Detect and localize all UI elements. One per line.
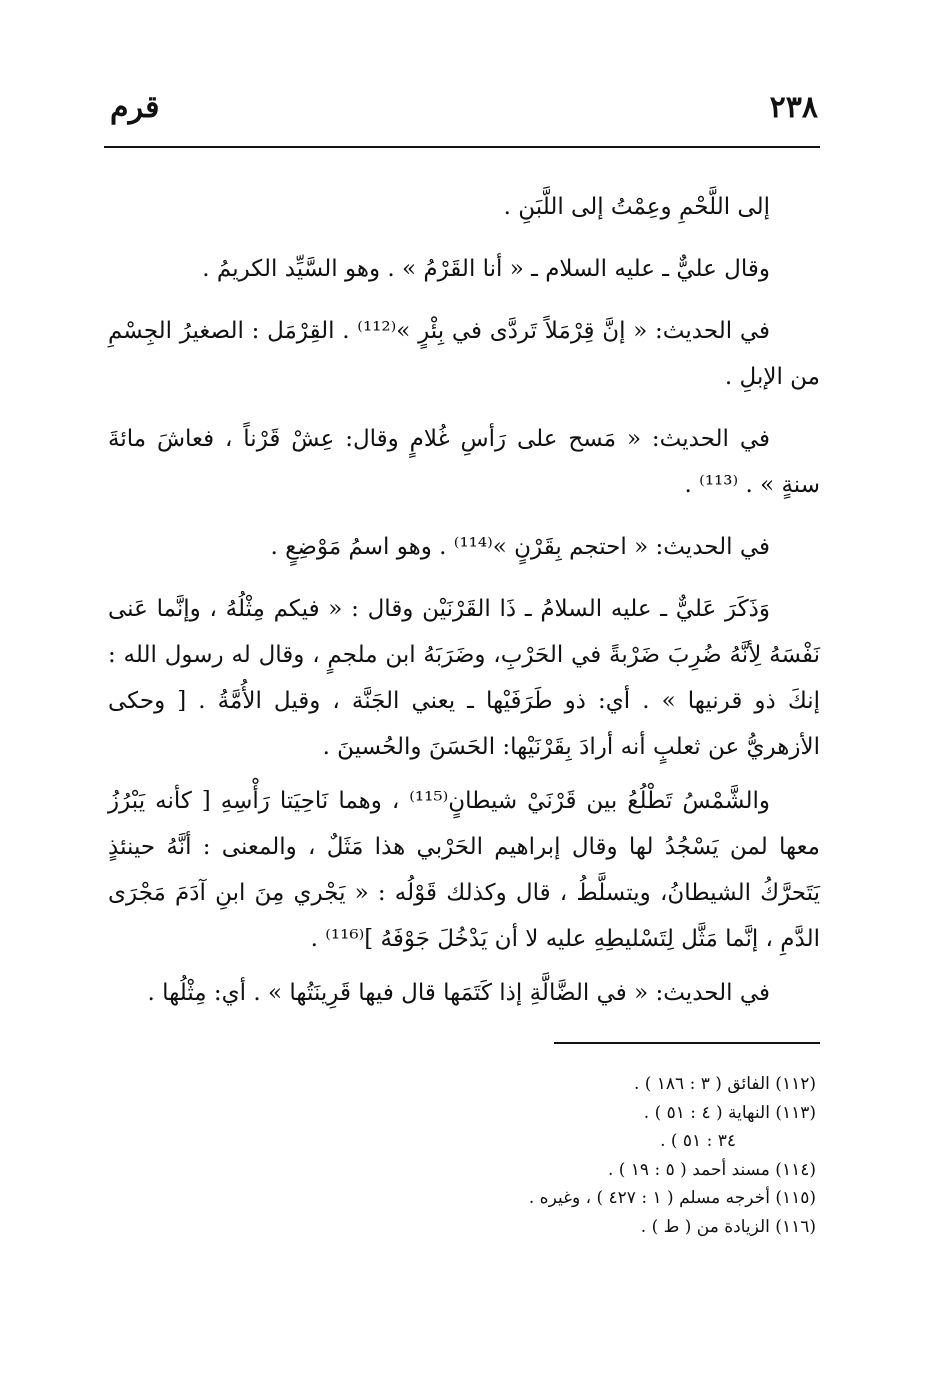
footnote: (١١٥) أخرجه مسلم ( ١ : ٤٢٧ ) ، وغيره . [528,1188,816,1208]
footnote: (١١٦) الزيادة من ( ط ) . [640,1216,816,1237]
paragraph: وَذَكَرَ عَليٌّ ـ عليه السلامُ ـ ذَا القَرْنَيْن وقال : « فيكم مِثْلُهُ ، وإنَّما عَنى نَفْسَهُ لِأنَّهُ ضُرِبَ ضَرْبةً في الحَرْبِ، وضَرَبَهُ ابن ملجمٍ ، وقال له رسول الله : إنكَ ذو قرنيها » . أي: ذو طَرَفَيْها ـ يعني الجَنَّة ، وقيل الأُمَّةُ . [ وحكى الأزهريُّ عن ثعلبٍ أنه أرادَ بِقَرْنَيْها: الحَسَنَ والحُسينَ . [108,596,820,760]
page-header [108,88,820,136]
page-number: ٢٣٨ [769,90,818,125]
paragraph: والشَّمْسُ تَطْلُعُ بين قَرْنَيْ شيطانٍ⁽¹¹⁵⁾ ، وهما نَاحِيَتا رَأْسِهِ [ كأنه يَبْرُزُ معها لمن يَسْجُدُ لها وقال إبراهيم الحَرْبي هذا مَثَلٌ ، والمعنى : أنَّهُ حينئذٍ يَتَحرَّكُ الشيطانُ، ويتسلَّطُ ، قال وكذلك قَوْلُه : « يَجْري مِنَ ابنِ آدَمَ مَجْرَى الدَّمِ ، إنَّما مَثَّل لِتَسْليطِهِ عليه لا أن يَدْخُلَ جَوْفَهُ ]⁽¹¹⁶⁾ . [108,788,820,952]
footnote: (١١٣) النهاية ( ٤ : ٥١ ) . [643,1102,816,1123]
running-head: قرم [110,90,160,125]
footnotes [300,1070,816,1241]
footnote-continuation: ٣٤ : ٥١ ) . [660,1131,736,1151]
paragraph: وقال عليٌّ ـ عليه السلام ـ « أنا القَرْمُ » . وهو السَّيِّد الكريمُ . [202,256,770,282]
paragraph: في الحديث: « إنَّ قِرْمَلاً تَردَّى في بِئْرٍ »⁽¹¹²⁾ . القِرْمَل : الصغيرُ الجِسْمِ من الإبلِ . [108,318,820,390]
paragraph: في الحديث: « في الضَّالَّةِ إذا كَتَمَها قال فيها قَرِينَتُها » . أي: مِثْلُها . [147,980,770,1006]
paragraph: إلى اللَّحْمِ وعِمْتُ إلى اللَّبَنِ . [503,194,770,220]
footnote: (١١٤) مسند أحمد ( ٥ : ١٩ ) . [607,1159,816,1180]
paragraph: في الحديث: « احتجم بِقَرْنٍ »⁽¹¹⁴⁾ . وهو اسمُ مَوْضِعٍ . [270,534,770,560]
body-text [108,184,820,1032]
footnote: (١١٢) الفائق ( ٣ : ١٨٦ ) . [633,1074,816,1094]
paragraph: في الحديث: « مَسح على رَأسِ غُلامٍ وقال: عِشْ قَرْناً ، فعاشَ مائةَ سنةٍ » . ⁽¹¹³⁾ . [108,426,820,498]
header-rule [104,146,820,148]
footnote-rule [554,1042,820,1044]
